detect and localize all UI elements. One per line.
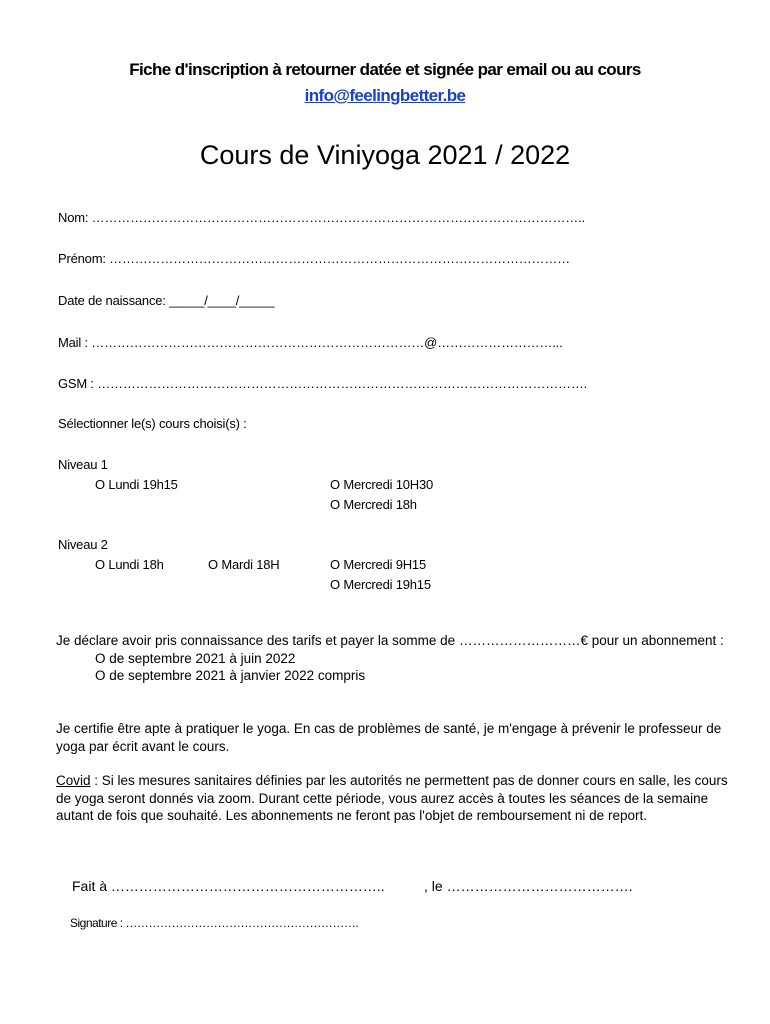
- page-title: Cours de Viniyoga 2021 / 2022: [199, 140, 571, 170]
- header-email-row: [0, 86, 770, 106]
- field-date-le[interactable]: , le ………………………………….: [424, 878, 633, 894]
- field-gsm[interactable]: GSM : …………………………………………………………………………………………………….: [58, 376, 588, 391]
- option-lundi-18h[interactable]: O Lundi 18h: [95, 557, 164, 572]
- option-lundi-19h15[interactable]: O Lundi 19h15: [95, 477, 178, 492]
- covid-line-1: [56, 773, 728, 788]
- option-mercredi-18h[interactable]: O Mercredi 18h: [330, 497, 417, 512]
- covid-line-3: autant de fois que souhaité. Les abonnements ne feront pas l'objet de remboursement ni de report.: [56, 808, 647, 823]
- option-mercredi-9h15[interactable]: O Mercredi 9H15: [330, 557, 426, 572]
- option-mardi-18h[interactable]: O Mardi 18H: [208, 557, 280, 572]
- field-fait-a[interactable]: Fait à …………………………………………………..: [72, 878, 385, 894]
- declaration-text: Je déclare avoir pris connaissance des tarifs et payer la somme de ………………………€ pour un abonnement :: [56, 633, 724, 648]
- covid-label: Covid: [56, 773, 91, 788]
- option-sept-juin[interactable]: O de septembre 2021 à juin 2022: [95, 651, 296, 666]
- header-instruction: Fiche d'inscription à retourner datée et signée par email ou au cours: [129, 60, 641, 79]
- covid-text-1: : Si les mesures sanitaires définies par les autorités ne permettent pas de donner cours en salle, les cours: [90, 773, 728, 788]
- field-signature[interactable]: Signature : …………………………………………………….: [70, 916, 359, 930]
- niveau1-label: Niveau 1: [58, 457, 108, 472]
- field-nom[interactable]: Nom: ……………………………………………………………………………………………………..: [58, 210, 585, 225]
- certify-line-1: Je certifie être apte à pratiquer le yoga. En cas de problèmes de santé, je m'engage à prévenir le professeur de: [56, 721, 722, 736]
- covid-line-2: de yoga seront donnés via zoom. Durant cette période, vous aurez accès à toutes les séances de la semaine: [56, 791, 709, 806]
- certify-line-2: yoga par écrit avant le cours.: [56, 739, 230, 754]
- field-date-naissance[interactable]: Date de naissance: _____/____/_____: [58, 293, 275, 308]
- option-sept-janvier[interactable]: O de septembre 2021 à janvier 2022 compris: [95, 668, 366, 683]
- email-link[interactable]: info@feelingbetter.be: [304, 86, 466, 105]
- selection-label: Sélectionner le(s) cours choisi(s) :: [58, 416, 247, 431]
- field-mail[interactable]: Mail : ……………………………………………………………………@………………………...: [58, 335, 563, 350]
- field-prenom[interactable]: Prénom: ………………………………………………………………………………………………: [58, 251, 570, 266]
- option-mercredi-10h30[interactable]: O Mercredi 10H30: [330, 477, 434, 492]
- niveau2-label: Niveau 2: [58, 537, 108, 552]
- option-mercredi-19h15[interactable]: O Mercredi 19h15: [330, 577, 431, 592]
